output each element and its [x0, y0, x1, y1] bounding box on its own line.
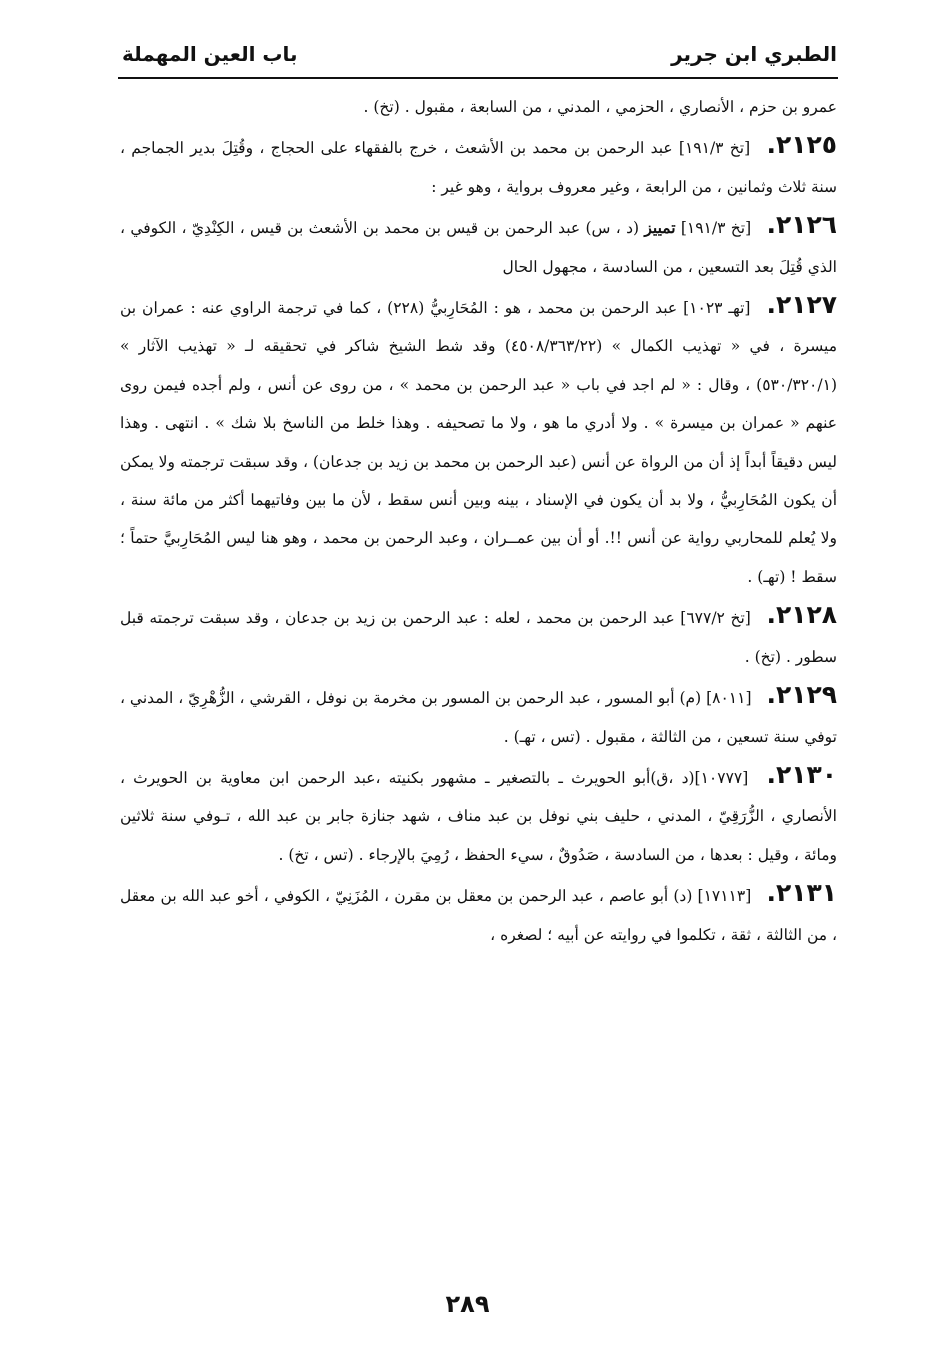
entry-2128 [120, 596, 837, 676]
header-chapter-title: باب العين المهملة [122, 42, 298, 66]
entry-text: (د ، س) عبد الرحمن بن قيس بن محمد بن الأشعث بن قيس ، الكِنْدِيّ ، الكوفي ، الذي قُتِلَ بعد التسعين ، من السادسة ، مجهول الحال [120, 219, 837, 276]
entry-number: ٢١٣٠. [766, 759, 837, 789]
entry-reference: [تخ ١٩١/٣] [680, 219, 752, 238]
entry-number: ٢١٢٩. [766, 680, 837, 710]
entry-number: ٢١٣١. [766, 878, 837, 908]
entry-number: ٢١٢٦. [766, 210, 837, 240]
entry-2129 [120, 676, 837, 756]
entry-text: [تهـ ١٠٢٣] عبد الرحمن بن محمد ، هو : المُحَارِبيُّ (٢٢٨) ، كما في ترجمة الراوي عنه : عمران بن ميسرة ، في « تهذيب الكمال » (٤٥٠٨/٣٦٣/٢٢) وقد شط الشيخ شاكر في تحقيقه لـ « تهذيب الآثار » (٥٣٠/٣٢٠/١) ، وقال : « لم اجد في باب « عبد الرحمن بن محمد » ، من روى عن أنس ، ولم أجده فيمن روى عنهم « عمران بن ميسرة » . ولا أدري ما هو ، ولا ما تصحيفه . وهذا خلط من الناسخ بلا شك » . انتهى . وهذا ليس دقيقاً أبداً إذ أن من الرواة عن أنس (عبد الرحمن بن محمد بن زيد بن جدعان) ، وقد سبقت ترجمته ولا يمكن أن يكون المُحَارِبيُّ ، ولا بد أن يكون في الإسناد ، بينه وبين أنس سقط ، لأن ما بين وفاتيهما أكثر من مائة سنة ، ولا يُعلم للمحاربي رواية عن أنس !!. أو أن بين عمــران ، وعبد الرحمن بن محمد ، وهو هنا ليس المُحَارِبيَّ حتماً ؛ سقط ! (تهـ) . [120, 299, 838, 586]
entry-text: [١٠٧٧٧](د ،ق)أبو الحويرث ـ بالتصغير ـ مشهور بكنيته ،عبد الرحمن ابن معاوية بن الحويرث ، الأنصاري ، الزُّرَقِيّ ، المدني ، حليف بني نوفل بن عبد مناف ، شهد جنازة جابر بن عبد الله ، تـوفي سنة ثلاثين ومائة ، وقيل : بعدها ، من السادسة ، صَدُوقٌ ، سيء الحفظ ، رُمِيَ بالإرجاء . (تس ، تخ) . [120, 768, 837, 864]
entry-2126 [120, 206, 837, 286]
header-book-title: الطبري ابن جرير [671, 42, 837, 66]
entry-2130 [120, 756, 837, 874]
entry-2127 [120, 286, 837, 596]
page-number: ٢٨٩ [445, 1290, 490, 1318]
body-text [120, 88, 837, 954]
entry-number: ٢١٢٨. [766, 600, 837, 630]
paragraph-text: عمرو بن حزم ، الأنصاري ، الحزمي ، المدني ، من السابعة ، مقبول . (تخ) . [363, 98, 837, 116]
entry-text: [٨٠١١] (م) أبو المسور ، عبد الرحمن بن المسور بن مخرمة بن نوفل ، القرشي ، الزُّهْرِيّ ، المدني ، توفي سنة تسعين ، من الثالثة ، مقبول . (تس ، تهـ) . [120, 689, 837, 746]
entry-text: [١٧١١٣] (د) أبو عاصم ، عبد الرحمن بن معقل بن مقرن ، المُزَنِيّ ، الكوفي ، أخو عبد الله بن معقل ، من الثالثة ، ثقة ، تكلموا في روايته عن أبيه ؛ لصغره ، [120, 887, 837, 944]
header-divider [118, 77, 838, 79]
entry-2125 [120, 126, 837, 206]
entry-number: ٢١٢٥. [766, 130, 837, 160]
entry-number: ٢١٢٧. [766, 290, 837, 320]
entry-text: [تخ ٦٧٧/٢] عبد الرحمن بن محمد ، لعله : عبد الرحمن بن زيد بن جدعان ، وقد سبقت ترجمته قبل سطور . (تخ) . [120, 609, 837, 666]
entry-2131 [120, 874, 837, 954]
entry-text: [تخ ١٩١/٣] عبد الرحمن بن محمد بن الأشعث ، خرج بالفقهاء على الحجاج ، وقُتِلَ بدير الجماجم ، سنة ثلاث وثمانين ، من الرابعة ، وغير معروف برواية ، وهو غير : [120, 139, 837, 196]
entry-tamyiz-label: تمييز [644, 218, 676, 238]
paragraph-continuation [120, 88, 837, 126]
running-header [122, 36, 837, 72]
